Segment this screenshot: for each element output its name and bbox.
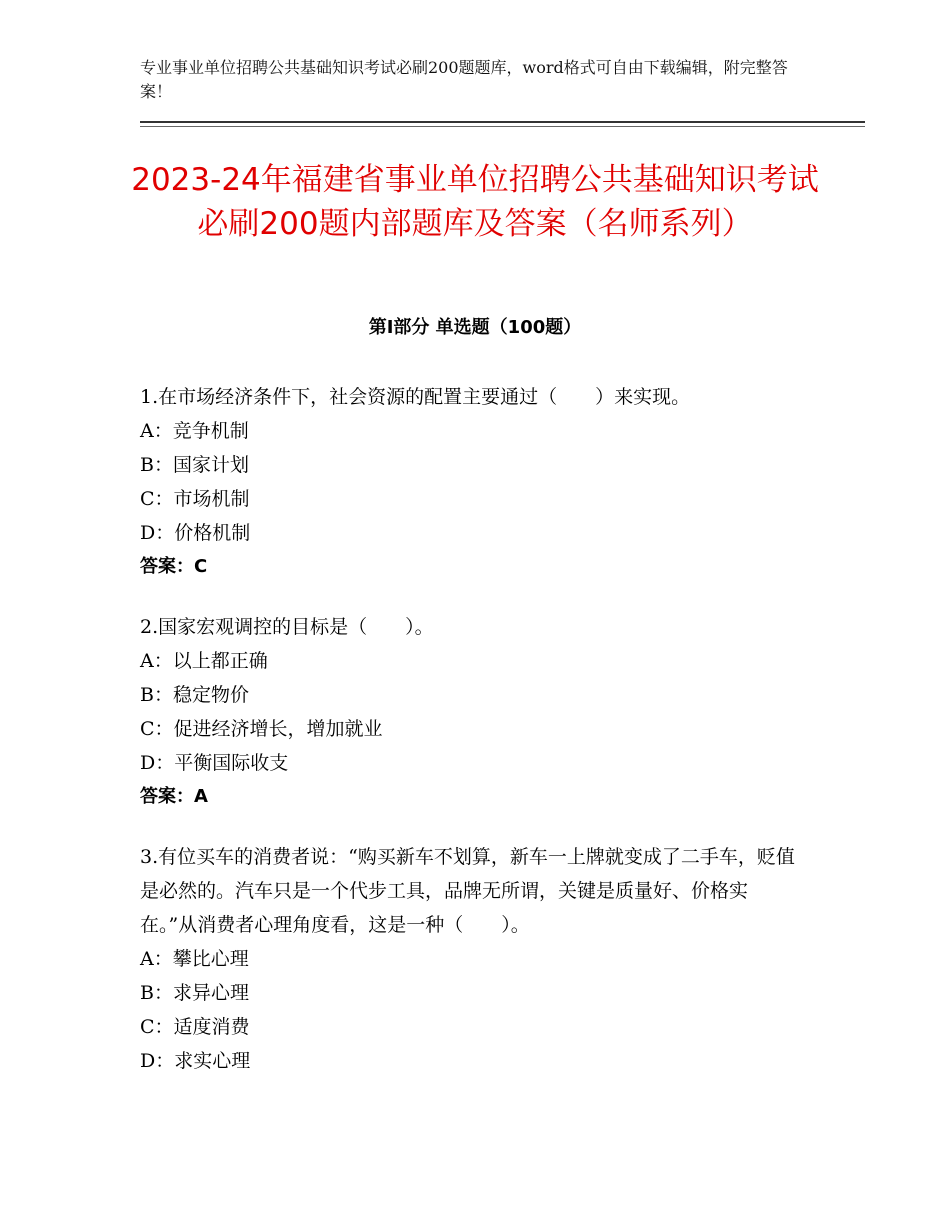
header-divider-thick <box>140 121 865 123</box>
question-stem: 2.国家宏观调控的目标是（ ）。 <box>140 616 434 638</box>
question-list <box>140 380 800 1104</box>
document-title: 2023-24年福建省事业单位招聘公共基础知识考试必刷200题内部题库及答案（名师系列） <box>131 162 819 242</box>
option-c: C：促进经济增长，增加就业 <box>140 718 383 740</box>
answer: 答案：C <box>140 556 208 577</box>
question-2 <box>140 610 800 814</box>
section-heading: 第Ⅰ部分 单选题（100题） <box>368 317 582 338</box>
option-list <box>140 414 800 550</box>
option-d: D：求实心理 <box>140 1050 251 1072</box>
option-d: D：平衡国际收支 <box>140 752 289 774</box>
header-note: 专业事业单位招聘公共基础知识考试必刷200题题库，word格式可自由下载编辑，附完整答案！ <box>140 58 788 101</box>
question-stem: 3.有位买车的消费者说：“购买新车不划算，新车一上牌就变成了二手车，贬值是必然的。汽车只是一个代步工具，品牌无所谓，关键是质量好、价格实在。”从消费者心理角度看，这是一种（ ）。 <box>140 846 795 936</box>
option-c: C：市场机制 <box>140 488 250 510</box>
header-divider-thin <box>140 126 865 127</box>
option-list <box>140 644 800 780</box>
question-1 <box>140 380 800 584</box>
option-c: C：适度消费 <box>140 1016 250 1038</box>
option-a: A：攀比心理 <box>140 948 249 970</box>
question-3 <box>140 840 800 1078</box>
option-a: A：竞争机制 <box>140 420 249 442</box>
option-a: A：以上都正确 <box>140 650 268 672</box>
question-stem: 1.在市场经济条件下，社会资源的配置主要通过（ ）来实现。 <box>140 386 691 408</box>
option-b: B：稳定物价 <box>140 684 249 706</box>
option-b: B：求异心理 <box>140 982 249 1004</box>
option-b: B：国家计划 <box>140 454 249 476</box>
option-d: D：价格机制 <box>140 522 251 544</box>
answer: 答案：A <box>140 786 208 807</box>
option-list <box>140 942 800 1078</box>
